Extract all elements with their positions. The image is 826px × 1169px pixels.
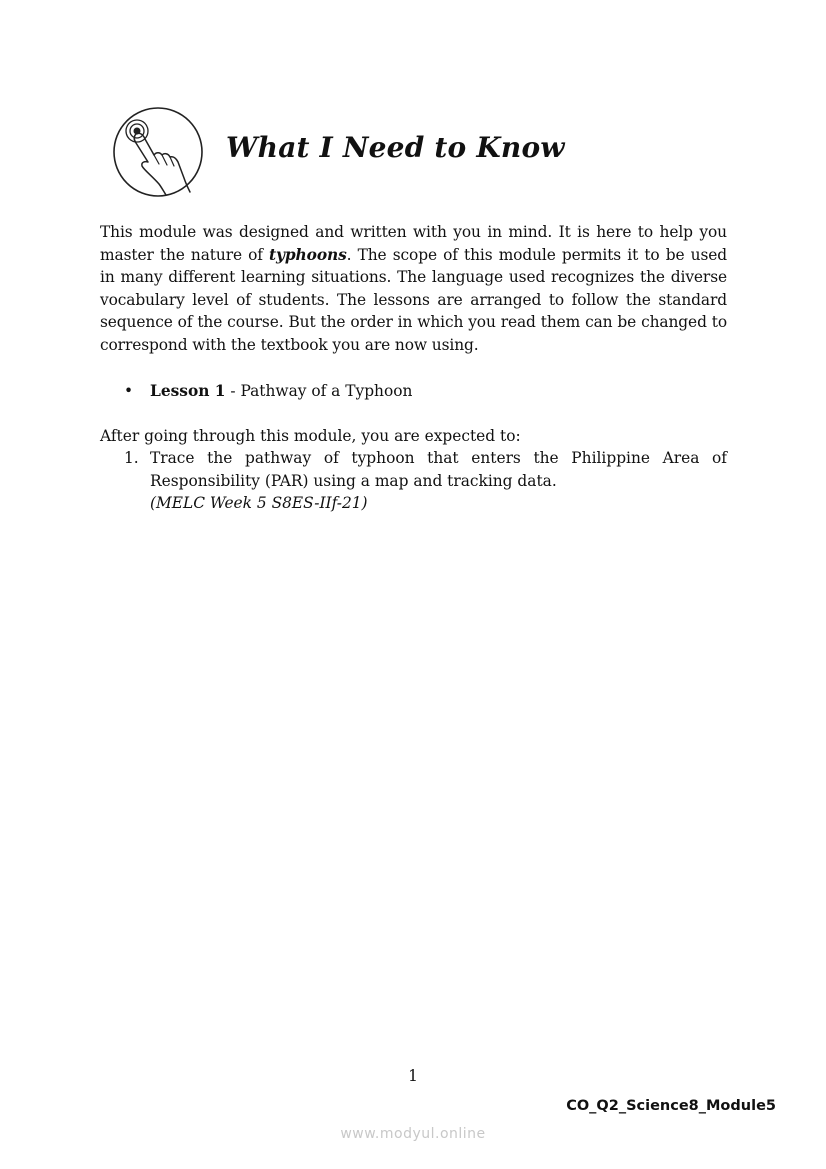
- module-code: CO_Q2_Science8_Module5: [566, 1098, 776, 1114]
- intro-text-after: . The scope of this module permits it to be used in many different learning situations. The language used recognizes the diverse vocabulary level of students. The lessons are arranged to follow the standard sequence of the course. But the order in which you read them can be changed to correspond with the textbook you are now using.: [100, 245, 727, 354]
- bullet-icon: •: [124, 382, 134, 400]
- watermark: www.modyul.online: [340, 1126, 486, 1142]
- intro-text-before: This module was designed and written with you in mind. It is here to help you master the nature of: [100, 223, 727, 264]
- intro-paragraph: [100, 221, 727, 357]
- page-number: 1: [408, 1067, 418, 1085]
- objective-text: Trace the pathway of typhoon that enters the Philippine Area of Responsibility (PAR) using a map and tracking data.: [150, 449, 727, 490]
- list-item: [100, 380, 727, 403]
- objective-code: (MELC Week 5 S8ES-IIf-21): [150, 494, 368, 513]
- intro-emphasis: typhoons: [269, 245, 347, 264]
- lesson-label: Lesson 1: [150, 382, 226, 400]
- list-item: [100, 447, 727, 515]
- lesson-list: [100, 380, 727, 403]
- objectives-intro: After going through this module, you are expected to:: [100, 427, 521, 445]
- lesson-title: - Pathway of a Typhoon: [225, 382, 413, 400]
- page-title: What I Need to Know: [226, 131, 565, 164]
- objectives-list: [100, 447, 727, 515]
- touch-hand-icon: [112, 106, 204, 198]
- objective-number: 1.: [124, 449, 139, 467]
